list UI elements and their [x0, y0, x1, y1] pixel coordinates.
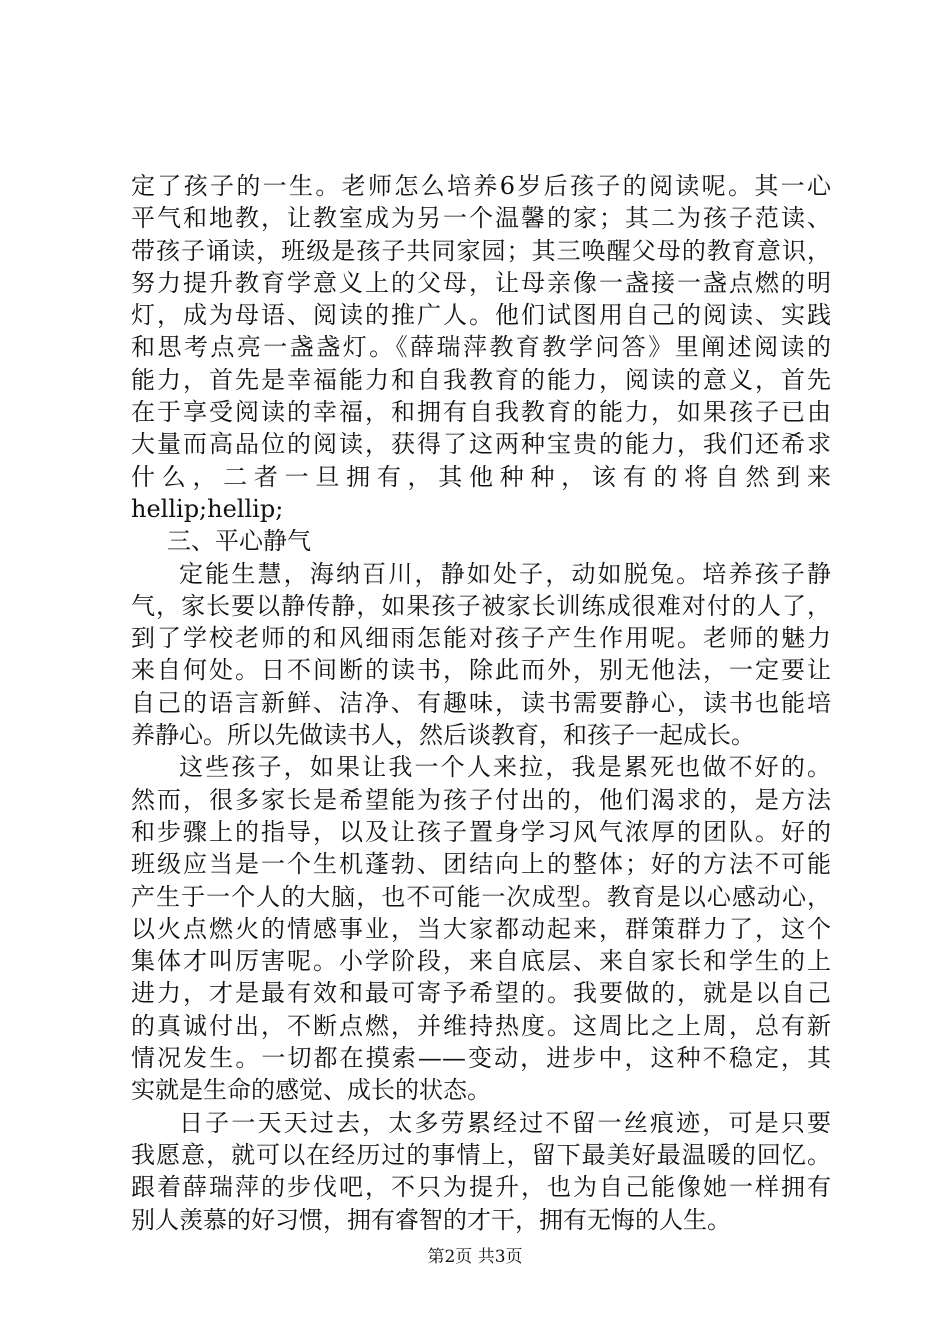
text-line: 情况发生。一切都在摸索——变动，进步中，这种不稳定，其 [131, 1044, 831, 1073]
text-line: 以火点燃火的情感事业，当大家都动起来，群策群力了，这个 [131, 914, 831, 943]
text-line: 我愿意，就可以在经历过的事情上，留下最美好最温暖的回忆。 [131, 1140, 831, 1169]
text-line: 班级应当是一个生机蓬勃、团结向上的整体；好的方法不可能 [131, 850, 831, 879]
text-line: 在于享受阅读的幸福，和拥有自我教育的能力，如果孩子已由 [131, 398, 831, 427]
paragraph-first-line: 日子一天天过去，太多劳累经过不留一丝痕迹，可是只要 [179, 1108, 831, 1137]
document-body [131, 170, 831, 1236]
text-line: 养静心。所以先做读书人，然后谈教育，和孩子一起成长。 [131, 721, 755, 750]
text-line: 的真诚付出，不断点燃，并维持热度。这周比之上周，总有新 [131, 1011, 831, 1040]
text-line: 然而，很多家长是希望能为孩子付出的，他们渴求的，是方法 [131, 785, 831, 814]
text-line: 到了学校老师的和风细雨怎能对孩子产生作用呢。老师的魅力 [131, 624, 831, 653]
text-line: 气，家长要以静传静，如果孩子被家长训练成很难对付的人了， [131, 591, 831, 620]
text-line: 来自何处。日不间断的读书，除此而外，别无他法，一定要让 [131, 656, 831, 685]
text-line: 别人羡慕的好习惯，拥有睿智的才干，拥有无悔的人生。 [131, 1205, 731, 1234]
text-line: 大量而高品位的阅读，获得了这两种宝贵的能力，我们还希求 [131, 430, 831, 459]
paragraph-first-line: 定能生慧，海纳百川，静如处子，动如脱兔。培养孩子静 [179, 559, 831, 588]
text-line: 和步骤上的指导，以及让孩子置身学习风气浓厚的团队。好的 [131, 817, 831, 846]
text-line: 什么，二者一旦拥有，其他种种，该有的将自然到来 [131, 462, 831, 491]
text-line: 跟着薛瑞萍的步伐吧，不只为提升，也为自己能像她一样拥有 [131, 1173, 831, 1202]
text-line: 定了孩子的一生。老师怎么培养6岁后孩子的阅读呢。其一心 [131, 172, 831, 200]
text-line: hellip;hellip; [131, 494, 284, 523]
text-line: 灯，成为母语、阅读的推广人。他们试图用自己的阅读、实践 [131, 301, 831, 330]
text-line: 和思考点亮一盏盏灯。《薛瑞萍教育教学问答》里阐述阅读的 [131, 333, 831, 362]
text-line: 集体才叫厉害呢。小学阶段，来自底层、来自家长和学生的上 [131, 947, 831, 976]
section-heading: 三、平心静气 [167, 527, 311, 556]
text-line: 自己的语言新鲜、洁净、有趣味，读书需要静心，读书也能培 [131, 688, 831, 717]
text-line: 产生于一个人的大脑，也不可能一次成型。教育是以心感动心， [131, 882, 831, 911]
text-line: 进力，才是最有效和最可寄予希望的。我要做的，就是以自己 [131, 979, 831, 1008]
text-line: 能力，首先是幸福能力和自我教育的能力，阅读的意义，首先 [131, 365, 831, 394]
text-line: 努力提升教育学意义上的父母，让母亲像一盏接一盏点燃的明 [131, 268, 831, 297]
paragraph-first-line: 这些孩子，如果让我一个人来拉，我是累死也做不好的。 [179, 753, 831, 782]
page-number-footer: 第2页 共3页 [427, 1247, 523, 1267]
text-line: 实就是生命的感觉、成长的状态。 [131, 1076, 491, 1105]
text-line: 平气和地教，让教室成为另一个温馨的家；其二为孩子范读、 [131, 204, 831, 233]
text-line: 带孩子诵读，班级是孩子共同家园；其三唤醒父母的教育意识， [131, 236, 831, 265]
